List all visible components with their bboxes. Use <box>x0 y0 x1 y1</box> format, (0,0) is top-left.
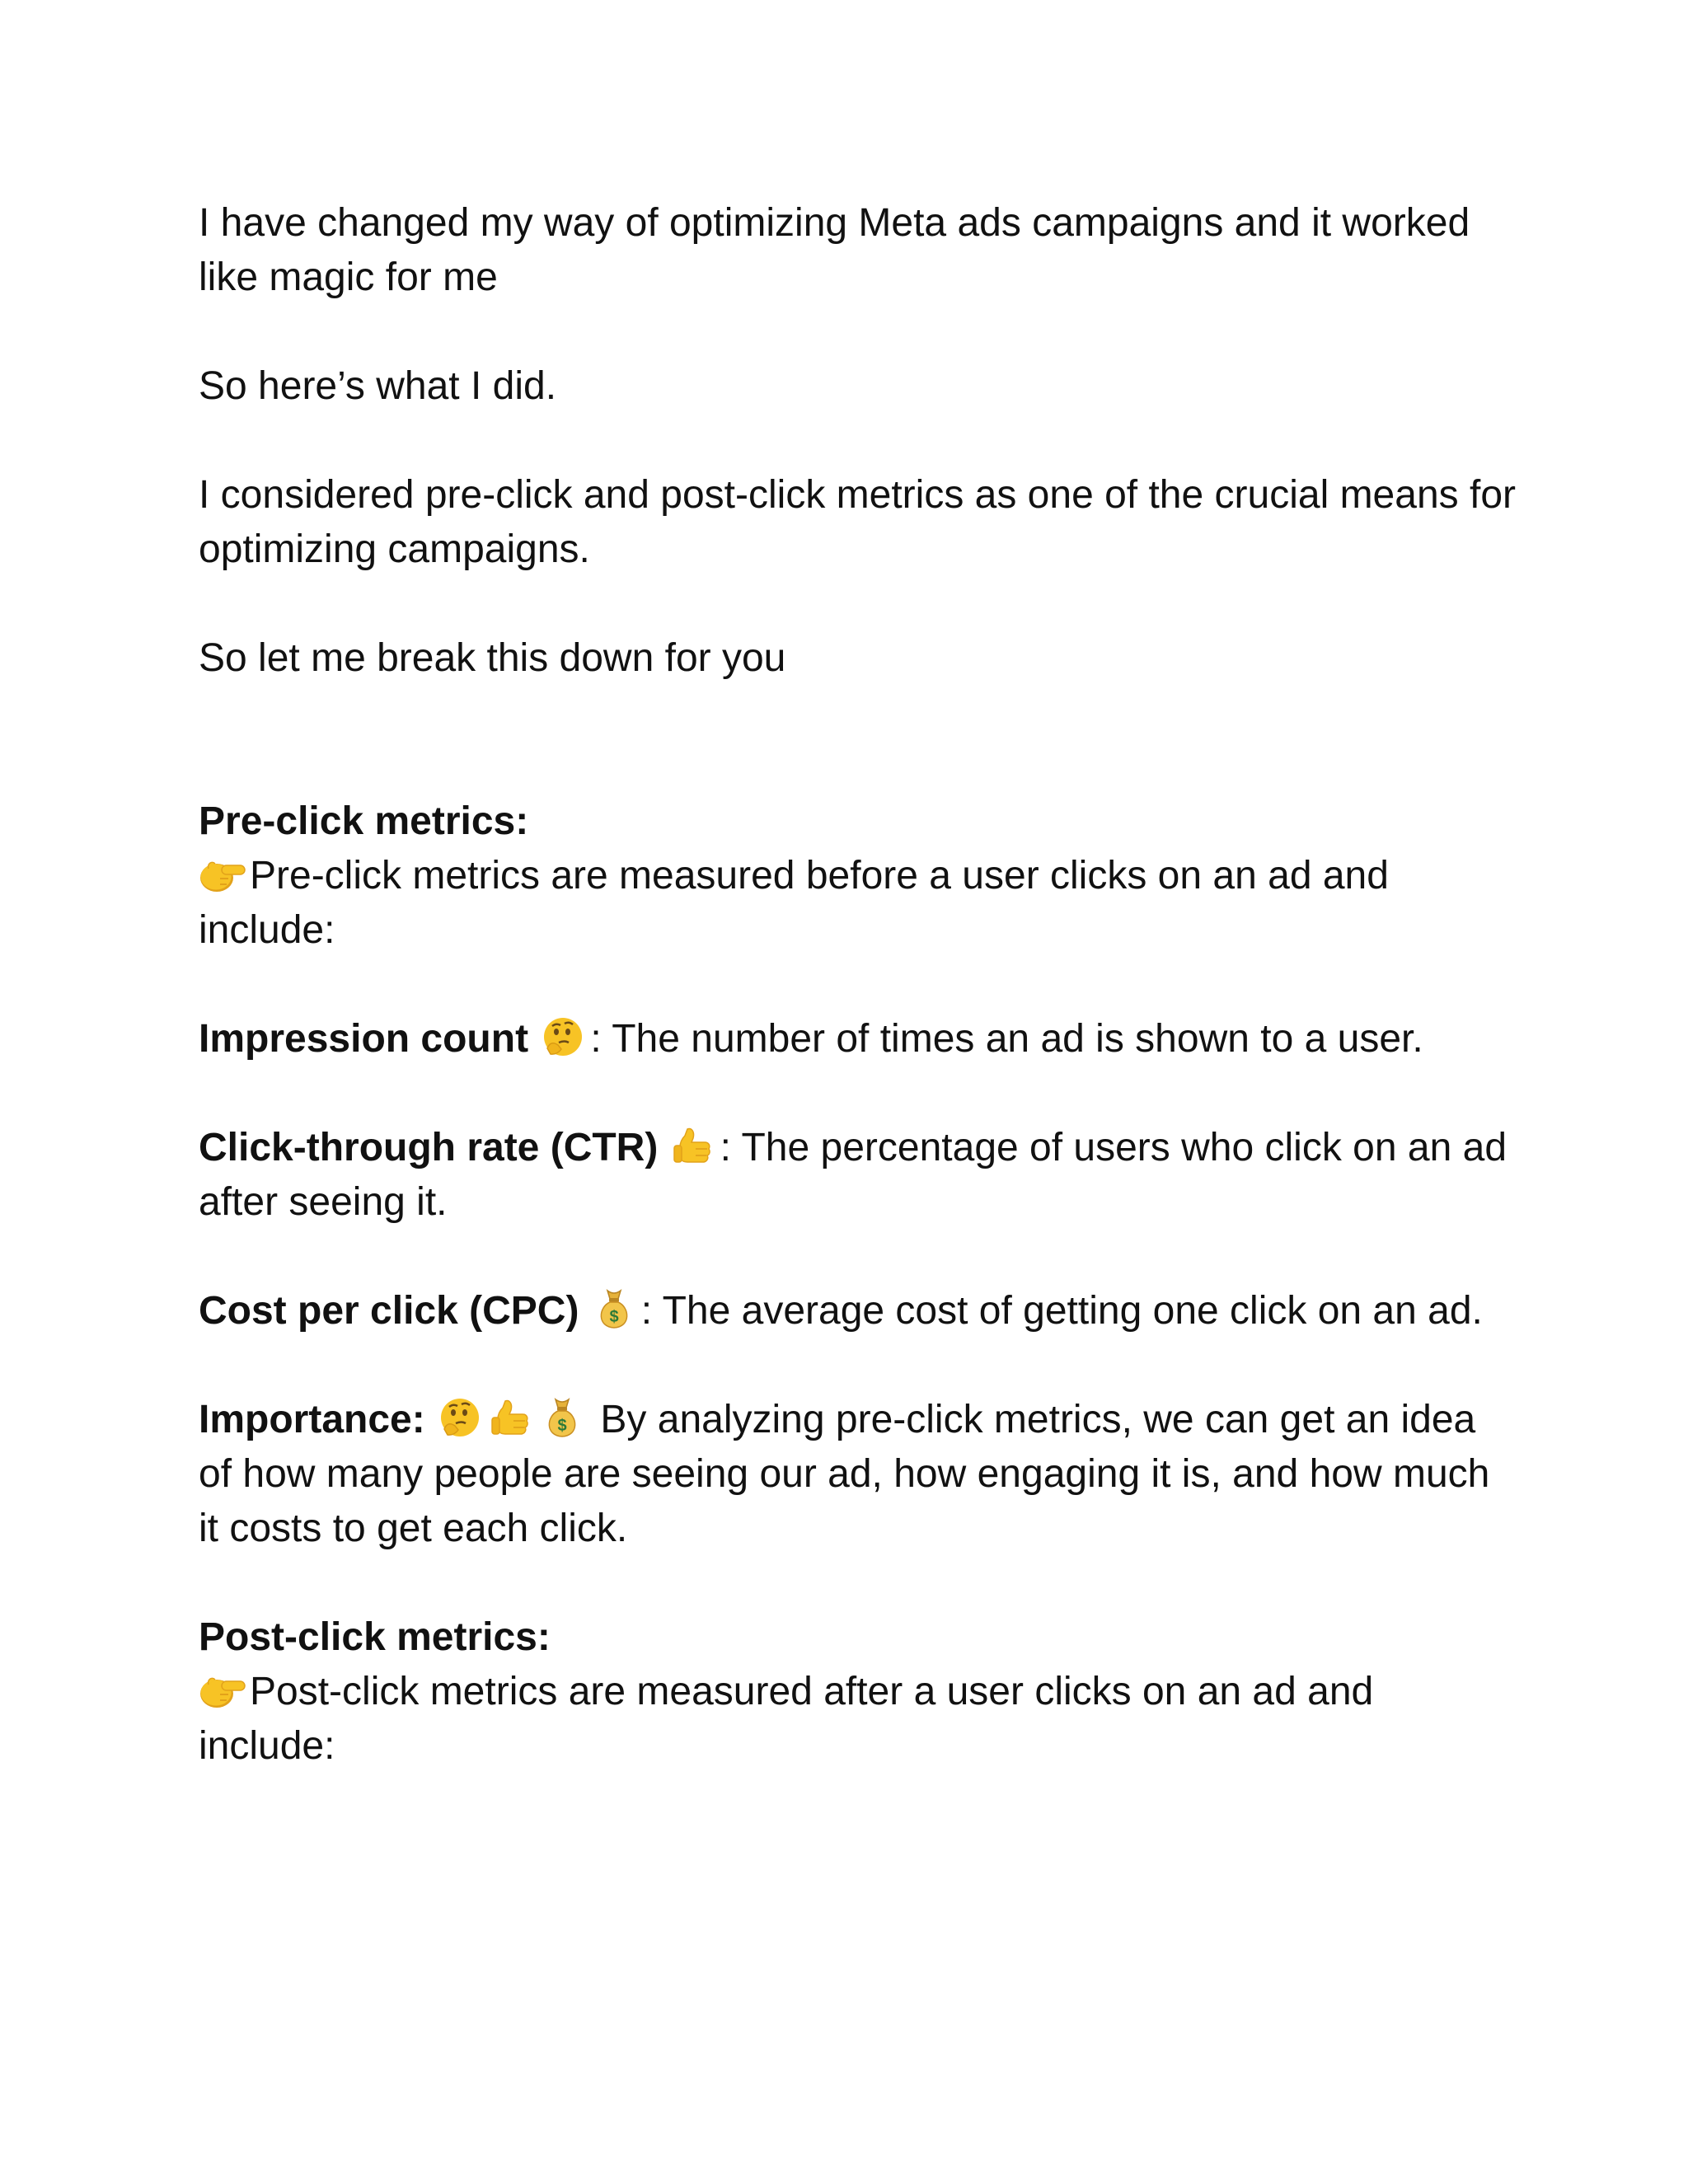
ctr-item <box>199 1121 1517 1230</box>
ctr-term: Click-through rate (CTR) <box>199 1126 659 1169</box>
post-click-heading: Post-click metrics: <box>199 1615 551 1659</box>
cpc-term: Cost per click (CPC) <box>199 1289 579 1333</box>
intro-paragraph-3: I considered pre-click and post-click metrics as one of the crucial means for optimizing campaigns. <box>199 473 1516 571</box>
thumbs-up-icon <box>669 1124 717 1167</box>
impression-count-term: Impression count <box>199 1017 529 1061</box>
pre-click-heading: Pre-click metrics: <box>199 799 529 843</box>
importance-item <box>199 1393 1517 1556</box>
impression-count-item <box>199 1012 1517 1066</box>
pointing-right-icon <box>199 1668 246 1711</box>
money-bag-icon <box>590 1287 638 1330</box>
thinking-face-icon <box>539 1015 587 1058</box>
importance-term: Importance: <box>199 1398 425 1441</box>
money-bag-icon <box>538 1396 586 1439</box>
svg-text:$: $ <box>557 1417 567 1435</box>
cpc-desc: : The average cost of getting one click on an ad. <box>640 1289 1483 1333</box>
thinking-face-icon <box>436 1396 484 1439</box>
intro-paragraph-4: So let me break this down for you <box>199 636 786 680</box>
pointing-right-icon <box>199 852 246 895</box>
importance-desc: By analyzing pre-click metrics, we can get an idea of how many people are seeing our ad, how engaging it is, and how much it costs to get each click. <box>199 1398 1490 1550</box>
ctr-desc: : The percentage of users who click on an ad after seeing it. <box>199 1126 1507 1224</box>
pre-click-intro <box>199 849 1517 958</box>
intro-paragraph-2: So here’s what I did. <box>199 364 557 408</box>
post-click-intro-text: Post-click metrics are measured after a user clicks on an ad and include: <box>199 1670 1374 1768</box>
intro-paragraph-1: I have changed my way of optimizing Meta ads campaigns and it worked like magic for me <box>199 201 1470 299</box>
svg-text:$: $ <box>609 1308 619 1326</box>
impression-count-desc: : The number of times an ad is shown to a user. <box>590 1017 1423 1061</box>
pre-click-intro-text: Pre-click metrics are measured before a user clicks on an ad and include: <box>199 854 1389 952</box>
cpc-item <box>199 1284 1517 1338</box>
thumbs-up-icon <box>487 1396 535 1439</box>
document-content <box>199 196 1517 1774</box>
post-click-intro <box>199 1665 1517 1774</box>
